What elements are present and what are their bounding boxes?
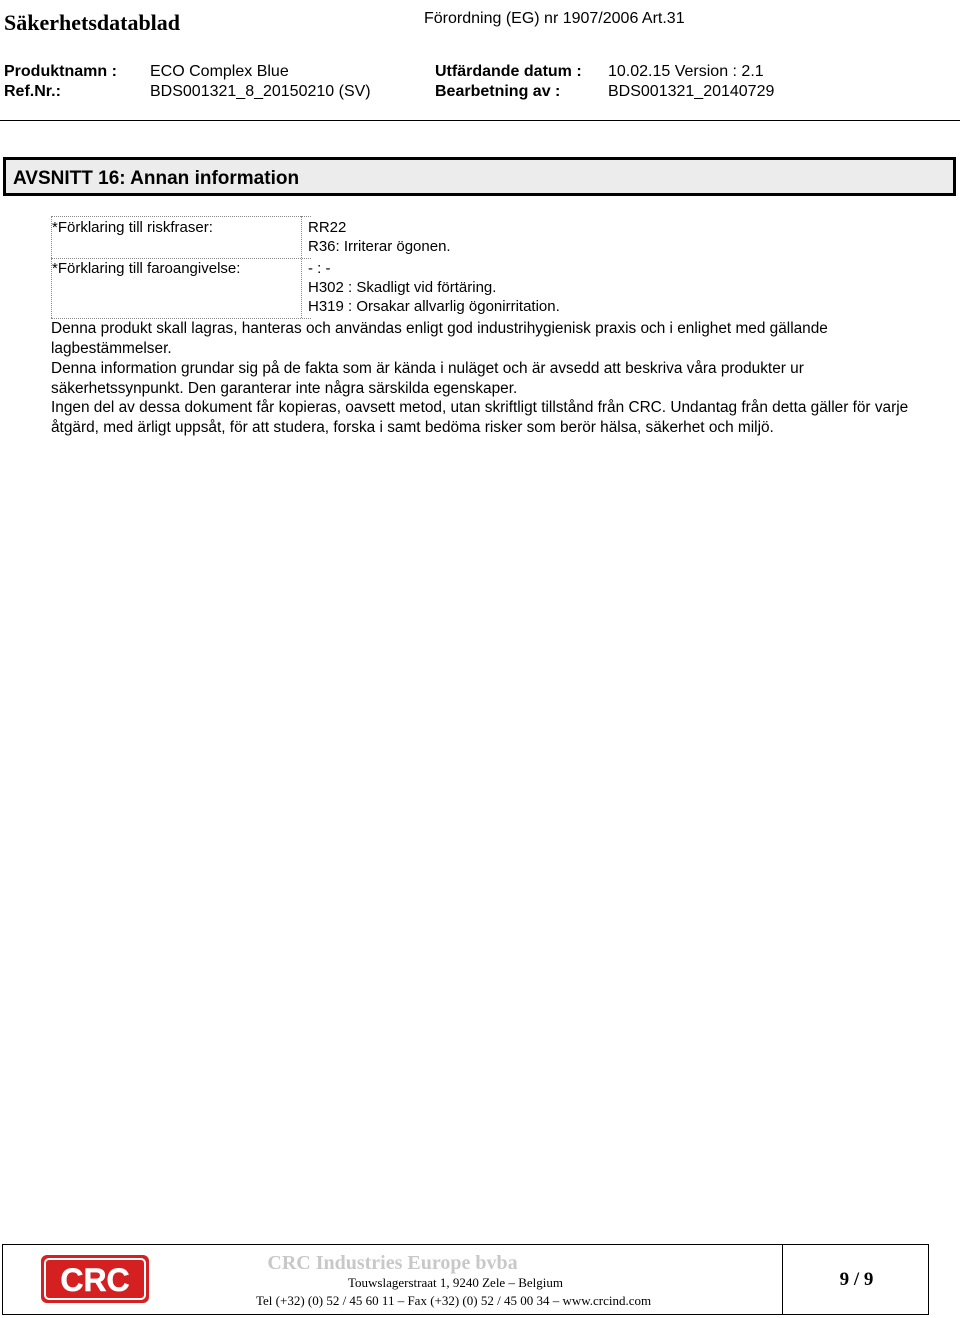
- company-name: CRC Industries Europe bvba: [267, 1252, 518, 1274]
- regulation-reference: Förordning (EG) nr 1907/2006 Art.31: [424, 10, 685, 27]
- hazard-statement-line: H319 : Orsakar allvarlig ögonirritation.: [308, 298, 560, 315]
- risk-phrase-line: RR22: [308, 219, 347, 236]
- table-rule: [51, 258, 311, 259]
- table-rule: [301, 216, 302, 318]
- risk-phrases-label: *Förklaring till riskfraser:: [52, 219, 213, 236]
- logo-text: CRC: [60, 1262, 130, 1298]
- section-heading-box: [3, 157, 956, 196]
- paragraph-disclaimer: Denna information grundar sig på de fakta som är kända i nuläget och är avsedd att beskriva våra produkter ur säkerhetssynpunkt. Den garanterar inte några särskilda egenskaper.: [51, 360, 804, 397]
- product-name-label: Produktnamn :: [4, 63, 117, 80]
- product-name-value: ECO Complex Blue: [150, 63, 289, 80]
- document-title: Säkerhetsdatablad: [4, 10, 181, 35]
- revision-value: BDS001321_20140729: [608, 83, 775, 100]
- issue-date-value: 10.02.15 Version : 2.1: [608, 63, 764, 80]
- hazard-statements-label: *Förklaring till faroangivelse:: [52, 260, 241, 277]
- issue-date-label: Utfärdande datum :: [435, 63, 582, 80]
- paragraph-storage: Denna produkt skall lagras, hanteras och användas enligt god industrihygienisk praxis och i enlighet med gällande lagbestämmelser.: [51, 320, 828, 357]
- company-contact: Tel (+32) (0) 52 / 45 60 11 – Fax (+32) (0) 52 / 45 00 34 – www.crcind.com: [256, 1293, 652, 1308]
- hazard-statement-line: - : -: [308, 260, 331, 277]
- ref-number-label: Ref.Nr.:: [4, 83, 61, 100]
- ref-number-value: BDS001321_8_20150210 (SV): [150, 83, 371, 100]
- revision-label: Bearbetning av :: [435, 83, 561, 100]
- page-number: 9 / 9: [839, 1269, 874, 1290]
- table-rule: [51, 216, 311, 217]
- company-address: Touwslagerstraat 1, 9240 Zele – Belgium: [348, 1275, 563, 1290]
- footer: [2, 1244, 929, 1315]
- section-title: AVSNITT 16: Annan information: [13, 168, 300, 189]
- header-divider: [0, 120, 960, 121]
- paragraph-copyright: Ingen del av dessa dokument får kopieras, oavsett metod, utan skriftligt tillstånd från CRC. Undantag från detta gäller för varje åtgärd, med ärligt uppsåt, för att studera, forska i samt bedöma risker som berör hälsa, säkerhet och miljö.: [51, 399, 909, 436]
- risk-phrase-line: R36: Irriterar ögonen.: [308, 238, 451, 255]
- hazard-statement-line: H302 : Skadligt vid förtäring.: [308, 279, 497, 296]
